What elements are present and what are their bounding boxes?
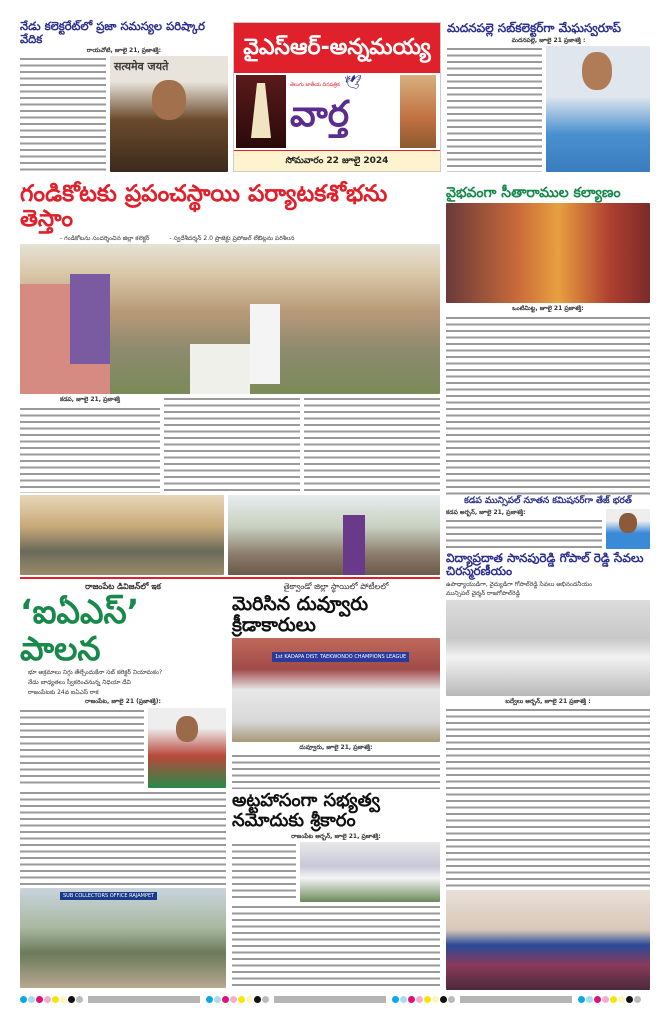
subheadline: - గండికోటను సందర్శించిన జిల్లా కలెక్టర్ (60, 234, 150, 242)
headline-vidya: విద్యాప్రదాత సానపురెడ్డి గోపాల్ రెడ్డి సేవలు చిరస్మరణీయం (446, 551, 644, 579)
headline-madanapalle: మదనపల్లె సబ్‌కలెక్టర్‌గా మేఘస్వరూప్ (447, 21, 622, 35)
dateline: బద్వేలు అర్బన్, జూలై 21 ప్రజాశక్తి : (505, 698, 591, 706)
logo-word: వార్త (290, 94, 350, 135)
kicker: రాజంపేట డివిజన్‌లో ఇక (85, 582, 161, 591)
middle-lower-column (232, 582, 440, 988)
headline-kalyanam: వైభవంగా సీతారాముల కల్యాణం (446, 185, 621, 201)
article-body (20, 56, 106, 172)
subheadline: - స్వదేశీదర్శన్ 2.0 ప్రాజెక్టు ప్రపోజల్ లేఔట్లను పరిశీలన (169, 234, 295, 242)
photo-gandikota-visit (20, 244, 440, 394)
temple-gopuram-image (236, 75, 286, 148)
right-column (446, 186, 650, 990)
article-body (446, 518, 602, 550)
subheadline: రాజంపేటకు 24వ ఐఏఎస్ రాక (28, 688, 99, 696)
event-banner: 1st KADAPA DIST. TAEKWONDO CHAMPIONS LEAGUE (272, 652, 409, 662)
photo-nidhiya-devi (148, 708, 226, 788)
photo-tribute-event (446, 600, 650, 696)
headline-membership: అట్టహాసంగా సభ్యత్వ నమోదుకు శ్రీకారం (232, 790, 380, 832)
annamayya-image (400, 75, 436, 148)
masthead (233, 22, 441, 172)
article-body (20, 708, 144, 788)
dateline: రాజంపేట, జూలై 21 (ప్రజాశక్తి): (85, 698, 161, 706)
dateline: రాయచోటి, జూలై 21, ప్రజాశక్తి: (86, 47, 162, 55)
photo-officials-meeting (228, 495, 440, 575)
article-ias (20, 582, 226, 988)
subheadline: భూ అక్రమాలు నిగ్గు తేల్చేందుకేనా సబ్ కలెక్టర్ నియామకం? (28, 668, 163, 676)
article-body (164, 396, 300, 493)
dateline: కడప అర్బన్, జూలై 21, ప్రజాశక్తి: (446, 509, 526, 517)
dove-icon: 🕊 (344, 75, 362, 91)
headline-gandikota: గండికోటకు ప్రపంచస్థాయి పర్యాటకశోభను తెస్తాం (20, 181, 388, 233)
divider (20, 577, 440, 579)
subheadline: ఉపాధ్యాయుడిగా, వైద్యుడిగా గోపాల్‌రెడ్డి సేవలు అభినందనీయం (446, 580, 593, 588)
masthead-date: సోమవారం 22 జూలై 2024 (234, 150, 440, 171)
article-body (446, 315, 650, 496)
article-body (20, 790, 226, 886)
headline-kadapa: కడప మున్సిపల్ నూతన కమిషనర్‌గా తేజ్ భరత్ (464, 496, 632, 507)
photo-kalyanam (446, 203, 650, 303)
article-body (232, 904, 440, 988)
office-sign: SUB COLLECTORS OFFICE RAJAMPET (60, 892, 157, 900)
article-collectorate (20, 20, 228, 172)
photo-collector (110, 56, 228, 172)
article-body (447, 46, 542, 172)
article-body (446, 707, 650, 888)
person-face (152, 80, 186, 120)
dateline: దువ్వూరు, జూలై 21, ప్రజాశక్తి: (299, 744, 373, 752)
article-body (304, 396, 440, 493)
photo-sub-collector (546, 46, 650, 172)
photo-membership-drive (300, 842, 440, 902)
article-body (20, 406, 160, 493)
print-color-bar (20, 996, 660, 1003)
article-gandikota (20, 182, 440, 575)
photo-sign: सत्यमेव जयते (114, 60, 169, 74)
photo-sub-collector-office (20, 888, 226, 988)
headline-ias: ‘ఐఏఎస్’ పాలన (20, 592, 140, 668)
article-body (232, 842, 296, 902)
headline-sports: మెరిసిన దువ్వూరు క్రీడాకారులు (232, 593, 369, 637)
masthead-title: వైఎస్ఆర్-అన్నమయ్య (234, 23, 440, 73)
headline-collectorate: నేడు కలెక్టరేట్‌లో ప్రజా సమస్యల పరిష్కార వేదిక (20, 19, 205, 46)
dateline: ఒంటిమిట్ట, జూలై 21 ప్రజాశక్తి: (512, 305, 584, 313)
tagline: తెలుగు జాతీయ దినపత్రిక (290, 82, 340, 88)
dateline: రాజంపేట అర్బన్, జూలై 21, ప్రజాశక్తి: (291, 832, 381, 840)
photo-commissioner (606, 509, 650, 549)
dateline: కడప, జూలై 21, ప్రజాశక్తి (59, 396, 121, 404)
article-madanapalle (447, 22, 650, 172)
photo-women-group (446, 890, 650, 990)
kicker: తైక్వాండో జిల్లా స్థాయిలో పోటీలలో (283, 582, 389, 591)
subheadline: మున్సిపల్ చైర్మన్ రాజగోపాల్‌రెడ్డి (446, 590, 521, 598)
article-body (232, 753, 440, 789)
photo-taekwondo-team (232, 638, 440, 742)
subheadline: నేడు బాధ్యతలు స్వీకరించనున్న నిధియా దేవి (28, 678, 131, 686)
photo-inspection-walk (20, 495, 224, 575)
dateline: మదనపల్లె, జూలై 21 ప్రజాశక్తి : (511, 37, 586, 45)
